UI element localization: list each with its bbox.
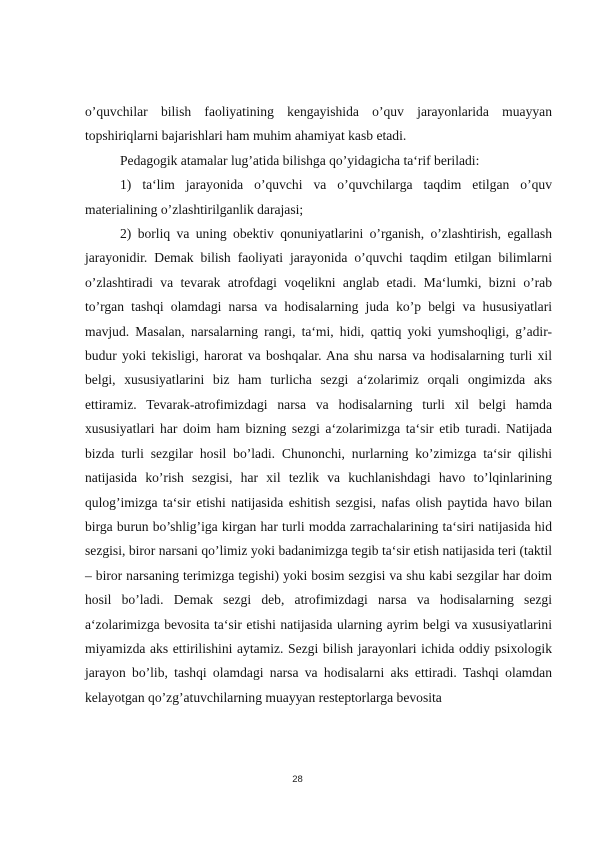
paragraph-definition-intro: Pedagogik atamalar lug’atida bilishga qo’yidagicha ta‘rif beriladi: bbox=[120, 152, 480, 168]
page-body bbox=[85, 100, 552, 710]
paragraph-definition-1: 1) ta‘lim jarayonida o’quvchi va o’quvchilarga taqdim etilgan o’quv materialining o’zlashtirilganlik darajasi; bbox=[85, 177, 552, 217]
page-number: 28 bbox=[292, 774, 303, 785]
paragraph-definition-2: 2) borliq va uning obektiv qonuniyatlarini o’rganish, o’zlashtirish, egallash jarayonidir. Demak bilish faoliyati jarayonida o’quvchi taqdim etilgan bilimlarni o’zlashtiradi va tevarak atrofdagi voqelikni anglab etadi. Ma‘lumki, bizni o’rab to’rgan tashqi olamdagi narsa va hodisalarning juda ko’p belgi va hususiyatlari mavjud. Masalan, narsalarning rangi, ta‘mi, hidi, qattiq yoki yumshoqligi, g’adir-budur yoki tekisligi, harorat va boshqalar. Ana shu narsa va hodisalarning turli xil belgi, xususiyatlarini biz ham turlicha sezgi a‘zolarimiz orqali ongimizda aks ettiramiz. Tevarak-atrofimizdagi narsa va hodisalarning turli xil belgi hamda xususiyatlari har doim ham bizning sezgi a‘zolarimizga ta‘sir etib turadi. Natijada bizda turli sezgilar hosil bo’ladi. Chunonchi, nurlarning ko’zimizga ta‘sir qilishi natijasida ko’rish sezgisi, har xil tezlik va kuchlanishdagi havo to’lqinlarining qulog’imizga ta‘sir etishi natijasida eshitish sezgisi, nafas olish paytida havo bilan birga burun bo’shlig’iga kirgan har turli modda zarrachalarining ta‘siri natijasida hid sezgisi, biror narsani qo’limiz yoki badanimizga tegib ta‘sir etish natijasida teri (taktil – biror narsaning terimizga tegishi) yoki bosim sezgisi va shu kabi sezgilar har doim hosil bo’ladi. Demak sezgi deb, atrofimizdagi narsa va hodisalarning sezgi a‘zolarimizga bevosita ta‘sir etishi natijasida ularning ayrim belgi va xususiyatlarini miyamizda aks ettirilishini aytamiz. Sezgi bilish jarayonlari ichida oddiy psixologik jarayon bo’lib, tashqi olamdagi narsa va hodisalarni aks ettiradi. Tashqi olamdan kelayotgan qo’zg’atuvchilarning muayyan resteptorlarga bevosita bbox=[85, 226, 552, 705]
paragraph-continuation: o’quvchilar bilish faoliyatining kengayishida o’quv jarayonlarida muayyan topshiriqlarni bajarishlari ham muhim ahamiyat kasb etadi. bbox=[85, 104, 552, 144]
